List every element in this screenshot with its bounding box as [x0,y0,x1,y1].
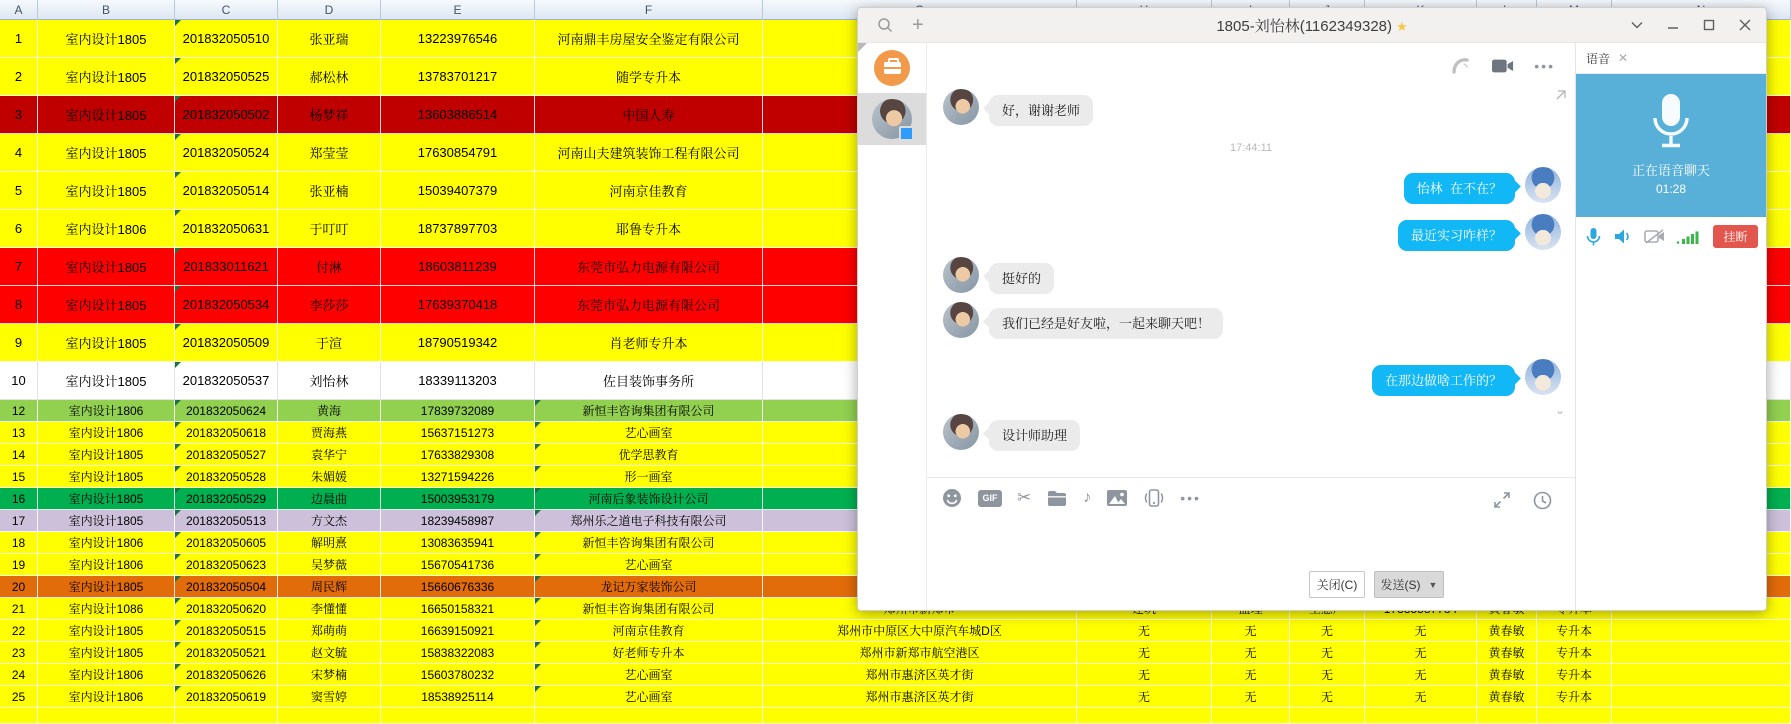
more-options-icon[interactable]: ••• [1534,58,1555,74]
cell-D10[interactable]: 刘怡林 [278,362,381,400]
maximize-button[interactable] [1696,13,1722,37]
cell-D2[interactable]: 郝松林 [278,58,381,96]
cell-F5[interactable]: 河南京佳教育 [535,172,763,210]
row-header-4[interactable]: 4 [0,134,38,172]
row-header-22[interactable]: 22 [0,620,38,642]
voice-call-duration: 01:28 [1655,182,1687,196]
cell-E14[interactable]: 17633829308 [381,444,535,466]
cell-F19[interactable]: 艺心画室 [535,554,763,576]
cell-partial[interactable] [1365,708,1477,724]
row-header-18[interactable]: 18 [0,532,38,554]
cell-C22[interactable]: 201832050515 [175,620,278,642]
cell-F16[interactable]: 河南后象装饰设计公司 [535,488,763,510]
cell-B1[interactable]: 室内设计1805 [38,20,175,58]
row-header-3[interactable]: 3 [0,96,38,134]
cell-C7[interactable]: 201833011621 [175,248,278,286]
cell-D8[interactable]: 李莎莎 [278,286,381,324]
cell-C14[interactable]: 201832050527 [175,444,278,466]
cell-D20[interactable]: 周民辉 [278,576,381,598]
cell-D5[interactable]: 张亚楠 [278,172,381,210]
cell-F17[interactable]: 郑州乐之道电子科技有限公司 [535,510,763,532]
cell-C9[interactable]: 201832050509 [175,324,278,362]
cell-B3[interactable]: 室内设计1805 [38,96,175,134]
cell-M25[interactable]: 专升本 [1537,686,1612,708]
cell-C2[interactable]: 201832050525 [175,58,278,96]
row-header-19[interactable]: 19 [0,554,38,576]
cell-F25[interactable]: 艺心画室 [535,686,763,708]
cell-partial[interactable] [38,708,175,724]
table-row-22 [0,620,1791,642]
cell-B17[interactable]: 室内设计1805 [38,510,175,532]
row-header-9[interactable]: 9 [0,324,38,362]
cell-C4[interactable]: 201832050524 [175,134,278,172]
cell-M23[interactable]: 专升本 [1537,642,1612,664]
cell-E13[interactable]: 15637151273 [381,422,535,444]
cell-G23[interactable]: 郑州市新郑市航空港区 [763,642,1077,664]
emoji-icon[interactable] [941,487,963,509]
cell-B4[interactable]: 室内设计1805 [38,134,175,172]
cell-F23[interactable]: 好老师专升本 [535,642,763,664]
cell-B23[interactable]: 室内设计1805 [38,642,175,664]
voice-tab-close-icon[interactable]: ✕ [1618,51,1629,65]
cell-F9[interactable]: 肖老师专升本 [535,324,763,362]
voice-call-panel [1575,43,1766,611]
sidebar-item-current-chat[interactable] [858,93,926,145]
row-header-12[interactable]: 12 [0,400,38,422]
music-note-icon[interactable]: ♪ [1083,489,1092,506]
row-header-8[interactable]: 8 [0,286,38,324]
send-image-icon[interactable] [1106,487,1128,509]
cell-B25[interactable]: 室内设计1806 [38,686,175,708]
cell-K25[interactable]: 无 [1365,686,1477,708]
cell-B10[interactable]: 室内设计1805 [38,362,175,400]
cell-F4[interactable]: 河南山夫建筑装饰工程有限公司 [535,134,763,172]
cell-partial[interactable] [278,708,381,724]
cell-partial[interactable] [535,708,763,724]
cell-K23[interactable]: 无 [1365,642,1477,664]
cell-B15[interactable]: 室内设计1805 [38,466,175,488]
cell-L22[interactable]: 黄春敏 [1477,620,1537,642]
message-area [927,43,1575,611]
sidebar-item-work[interactable] [858,43,926,93]
cell-partial[interactable] [1290,708,1365,724]
cell-C3[interactable]: 201832050502 [175,96,278,134]
cell-N25[interactable] [1612,686,1791,708]
cell-C6[interactable]: 201832050631 [175,210,278,248]
cell-J24[interactable]: 无 [1290,664,1365,686]
cell-B2[interactable]: 室内设计1805 [38,58,175,96]
cell-B21[interactable]: 室内设计1086 [38,598,175,620]
cell-L23[interactable]: 黄春敏 [1477,642,1537,664]
cell-L25[interactable]: 黄春敏 [1477,686,1537,708]
chat-titlebar [858,8,1766,43]
cell-H25[interactable]: 无 [1077,686,1212,708]
cell-C13[interactable]: 201832050618 [175,422,278,444]
cell-E5[interactable]: 15039407379 [381,172,535,210]
row-header-10[interactable]: 10 [0,362,38,400]
row-header-7[interactable]: 7 [0,248,38,286]
cell-F3[interactable]: 中国人寿 [535,96,763,134]
cell-C16[interactable]: 201832050529 [175,488,278,510]
cell-D3[interactable]: 杨梦祥 [278,96,381,134]
message-input[interactable] [927,515,1575,565]
row-header-25[interactable]: 25 [0,686,38,708]
window-menu-chevron-icon[interactable] [1624,13,1650,37]
cell-E1[interactable]: 13223976546 [381,20,535,58]
cell-partial[interactable] [0,708,38,724]
gif-icon[interactable]: GIF [978,490,1002,507]
online-status-badge [899,126,914,141]
cell-C17[interactable]: 201832050513 [175,510,278,532]
table-row-partial [0,708,1791,724]
cell-F24[interactable]: 艺心画室 [535,664,763,686]
sidebar-corner-triangle-icon [858,43,867,52]
message-bubble: 怡林 在不在？ [1404,173,1515,204]
cell-D13[interactable]: 贾海燕 [278,422,381,444]
cell-F20[interactable]: 龙记万家装饰公司 [535,576,763,598]
cell-D18[interactable]: 解明熹 [278,532,381,554]
cell-F6[interactable]: 耶鲁专升本 [535,210,763,248]
cell-D7[interactable]: 付淋 [278,248,381,286]
cell-C25[interactable]: 201832050619 [175,686,278,708]
cell-D17[interactable]: 方文杰 [278,510,381,532]
row-header-16[interactable]: 16 [0,488,38,510]
cell-partial[interactable] [1612,708,1791,724]
row-header-23[interactable]: 23 [0,642,38,664]
cell-I25[interactable]: 无 [1212,686,1290,708]
cell-C8[interactable]: 201832050534 [175,286,278,324]
conversation-sidebar [858,43,927,611]
cell-D21[interactable]: 李懂懂 [278,598,381,620]
cell-K22[interactable]: 无 [1365,620,1477,642]
cell-D6[interactable]: 于叮叮 [278,210,381,248]
cell-C21[interactable]: 201832050620 [175,598,278,620]
cell-I23[interactable]: 无 [1212,642,1290,664]
cell-partial[interactable] [763,708,1077,724]
cell-M22[interactable]: 专升本 [1537,620,1612,642]
cell-F8[interactable]: 东莞市弘力电源有限公司 [535,286,763,324]
column-header-D[interactable]: D [278,0,381,20]
cell-N24[interactable] [1612,664,1791,686]
cell-E23[interactable]: 15838322083 [381,642,535,664]
cell-H22[interactable]: 无 [1077,620,1212,642]
message-bubble: 在那边做啥工作的？ [1372,365,1515,396]
row-header-1[interactable]: 1 [0,20,38,58]
table-row-24 [0,664,1791,686]
cell-E25[interactable]: 18538925114 [381,686,535,708]
cell-E22[interactable]: 16639150921 [381,620,535,642]
cell-C1[interactable]: 201832050510 [175,20,278,58]
message-bubble: 我们已经是好友啦，一起来聊天吧！ [989,308,1223,339]
self-avatar[interactable] [1525,167,1561,203]
cell-C10[interactable]: 201832050537 [175,362,278,400]
voice-call-icon[interactable] [1450,55,1472,77]
window-shake-icon[interactable] [1143,487,1165,509]
cell-L24[interactable]: 黄春敏 [1477,664,1537,686]
cell-E19[interactable]: 15670541736 [381,554,535,576]
cell-D22[interactable]: 郑萌萌 [278,620,381,642]
cell-C18[interactable]: 201832050605 [175,532,278,554]
history-clock-icon[interactable] [1531,489,1553,511]
contact-avatar[interactable] [943,257,979,293]
cell-B7[interactable]: 室内设计1805 [38,248,175,286]
message-bubble: 最近实习咋样？ [1398,220,1515,251]
cell-J23[interactable]: 无 [1290,642,1365,664]
row-header-5[interactable]: 5 [0,172,38,210]
cell-B19[interactable]: 室内设计1806 [38,554,175,576]
cell-B14[interactable]: 室内设计1805 [38,444,175,466]
chat-window [857,7,1767,611]
cell-E7[interactable]: 18603811239 [381,248,535,286]
row-header-14[interactable]: 14 [0,444,38,466]
cell-B24[interactable]: 室内设计1806 [38,664,175,686]
cell-B18[interactable]: 室内设计1806 [38,532,175,554]
cell-E8[interactable]: 17639370418 [381,286,535,324]
briefcase-icon [874,50,910,86]
cell-B13[interactable]: 室内设计1806 [38,422,175,444]
cell-F15[interactable]: 形一画室 [535,466,763,488]
expand-input-icon[interactable] [1491,489,1513,511]
cell-F2[interactable]: 随学专升本 [535,58,763,96]
row-header-2[interactable]: 2 [0,58,38,96]
voice-call-status-card [1576,74,1766,217]
row-header-21[interactable]: 21 [0,598,38,620]
cell-K24[interactable]: 无 [1365,664,1477,686]
cell-partial[interactable] [381,708,535,724]
cell-J25[interactable]: 无 [1290,686,1365,708]
row-header-15[interactable]: 15 [0,466,38,488]
contact-avatar[interactable] [943,302,979,338]
cell-C15[interactable]: 201832050528 [175,466,278,488]
search-icon[interactable] [874,14,896,36]
cell-E20[interactable]: 15660676336 [381,576,535,598]
cell-N23[interactable] [1612,642,1791,664]
cell-partial[interactable] [1477,708,1537,724]
cell-E9[interactable]: 18790519342 [381,324,535,362]
row-header-17[interactable]: 17 [0,510,38,532]
contact-avatar[interactable] [943,89,979,125]
cell-D19[interactable]: 吴梦薇 [278,554,381,576]
cell-B6[interactable]: 室内设计1806 [38,210,175,248]
cell-E17[interactable]: 18239458987 [381,510,535,532]
video-disabled-icon[interactable] [1644,226,1665,248]
microphone-illustration-icon [1648,92,1694,152]
cell-F13[interactable]: 艺心画室 [535,422,763,444]
cell-F14[interactable]: 优学思教育 [535,444,763,466]
speaker-volume-icon[interactable] [1614,226,1633,248]
cell-B16[interactable]: 室内设计1805 [38,488,175,510]
table-row-25 [0,686,1791,708]
cell-H24[interactable]: 无 [1077,664,1212,686]
row-header-24[interactable]: 24 [0,664,38,686]
cell-B20[interactable]: 室内设计1805 [38,576,175,598]
cell-C23[interactable]: 201832050521 [175,642,278,664]
cell-E3[interactable]: 13603886514 [381,96,535,134]
screenshot-scissors-icon[interactable]: ✂ [1017,488,1032,507]
cell-partial[interactable] [1537,708,1612,724]
cell-D25[interactable]: 窦雪婷 [278,686,381,708]
column-header-C[interactable]: C [175,0,278,20]
cell-E4[interactable]: 17630854791 [381,134,535,172]
mute-microphone-icon[interactable] [1584,226,1603,248]
collapse-chat-icon[interactable] [1555,89,1567,101]
contact-avatar [872,99,912,139]
self-avatar[interactable] [1525,359,1561,395]
add-icon[interactable]: + [912,14,924,36]
cell-D23[interactable]: 赵文毓 [278,642,381,664]
cell-E6[interactable]: 18737897703 [381,210,535,248]
cell-N22[interactable] [1612,620,1791,642]
cell-G24[interactable]: 郑州市惠济区英才街 [763,664,1077,686]
cell-B8[interactable]: 室内设计1805 [38,286,175,324]
chat-title: 1805-刘怡林(1162349328) ★ [1216,17,1408,35]
cell-partial[interactable] [175,708,278,724]
column-header-B[interactable]: B [38,0,175,20]
input-divider [927,477,1575,478]
voice-status-text: 正在语音聊天 [1631,163,1710,178]
cell-C12[interactable]: 201832050624 [175,400,278,422]
cell-partial[interactable] [1077,708,1212,724]
cell-E15[interactable]: 13271594226 [381,466,535,488]
cell-E18[interactable]: 13083635941 [381,532,535,554]
cell-B5[interactable]: 室内设计1805 [38,172,175,210]
cell-E12[interactable]: 17839732089 [381,400,535,422]
cell-F7[interactable]: 东莞市弘力电源有限公司 [535,248,763,286]
favorite-star-icon[interactable]: ★ [1396,18,1408,34]
cell-F10[interactable]: 佐目装饰事务所 [535,362,763,400]
cell-C20[interactable]: 201832050504 [175,576,278,598]
cell-G22[interactable]: 郑州市中原区大中原汽车城D区 [763,620,1077,642]
column-header-A[interactable]: A [0,0,38,20]
cell-B12[interactable]: 室内设计1806 [38,400,175,422]
cell-I22[interactable]: 无 [1212,620,1290,642]
cell-C5[interactable]: 201832050514 [175,172,278,210]
voice-tab[interactable]: 语音 [1586,51,1611,66]
contact-avatar[interactable] [943,414,979,450]
minimize-button[interactable] [1660,13,1686,37]
hang-up-button[interactable]: 挂断 [1713,225,1758,248]
message-bubble: 设计师助理 [989,420,1080,451]
cell-F22[interactable]: 河南京佳教育 [535,620,763,642]
send-button[interactable] [1374,571,1444,598]
cell-H23[interactable]: 无 [1077,642,1212,664]
cell-D16[interactable]: 边晨曲 [278,488,381,510]
message-timestamp: 17:44:11 [1229,142,1272,154]
video-call-icon[interactable] [1492,55,1514,77]
cell-E16[interactable]: 15003953179 [381,488,535,510]
cell-partial[interactable] [1212,708,1290,724]
column-header-F[interactable]: F [535,0,763,20]
cell-G25[interactable]: 郑州市惠济区英才街 [763,686,1077,708]
cell-D24[interactable]: 宋梦楠 [278,664,381,686]
cell-D14[interactable]: 袁华宁 [278,444,381,466]
cell-F1[interactable]: 河南鼎丰房屋安全鉴定有限公司 [535,20,763,58]
cell-D4[interactable]: 郑莹莹 [278,134,381,172]
cell-M24[interactable]: 专升本 [1537,664,1612,686]
cell-B22[interactable]: 室内设计1805 [38,620,175,642]
cell-C19[interactable]: 201832050623 [175,554,278,576]
message-bubble: 好，谢谢老师 [989,95,1093,126]
more-tools-icon[interactable]: ••• [1180,490,1201,506]
table-row-23 [0,642,1791,664]
row-header-13[interactable]: 13 [0,422,38,444]
send-button-label: 发送(S) [1380,578,1421,592]
close-button[interactable] [1732,13,1758,37]
cell-F21[interactable]: 新恒丰咨询集团有限公司 [535,598,763,620]
cell-E21[interactable]: 16650158321 [381,598,535,620]
message-bubble: 挺好的 [989,263,1054,294]
cell-E2[interactable]: 13783701217 [381,58,535,96]
send-file-folder-icon[interactable] [1046,487,1068,509]
cell-F18[interactable]: 新恒丰咨询集团有限公司 [535,532,763,554]
cell-E10[interactable]: 18339113203 [381,362,535,400]
self-avatar[interactable] [1525,214,1561,250]
signal-strength-icon [1676,230,1702,244]
row-header-6[interactable]: 6 [0,210,38,248]
cell-E24[interactable]: 15603780232 [381,664,535,686]
cell-J22[interactable]: 无 [1290,620,1365,642]
cell-B9[interactable]: 室内设计1805 [38,324,175,362]
scroll-chevron-icon[interactable]: ⌄ [1554,403,1565,417]
cell-D15[interactable]: 朱媚媛 [278,466,381,488]
send-options-chevron-icon[interactable]: ▼ [1428,579,1438,590]
close-chat-button[interactable]: 关闭(C) [1309,571,1365,598]
row-header-20[interactable]: 20 [0,576,38,598]
cell-D1[interactable]: 张亚瑞 [278,20,381,58]
column-header-E[interactable]: E [381,0,535,20]
cell-D12[interactable]: 黄海 [278,400,381,422]
cell-D9[interactable]: 于渲 [278,324,381,362]
cell-F12[interactable]: 新恒丰咨询集团有限公司 [535,400,763,422]
cell-C24[interactable]: 201832050626 [175,664,278,686]
cell-I24[interactable]: 无 [1212,664,1290,686]
